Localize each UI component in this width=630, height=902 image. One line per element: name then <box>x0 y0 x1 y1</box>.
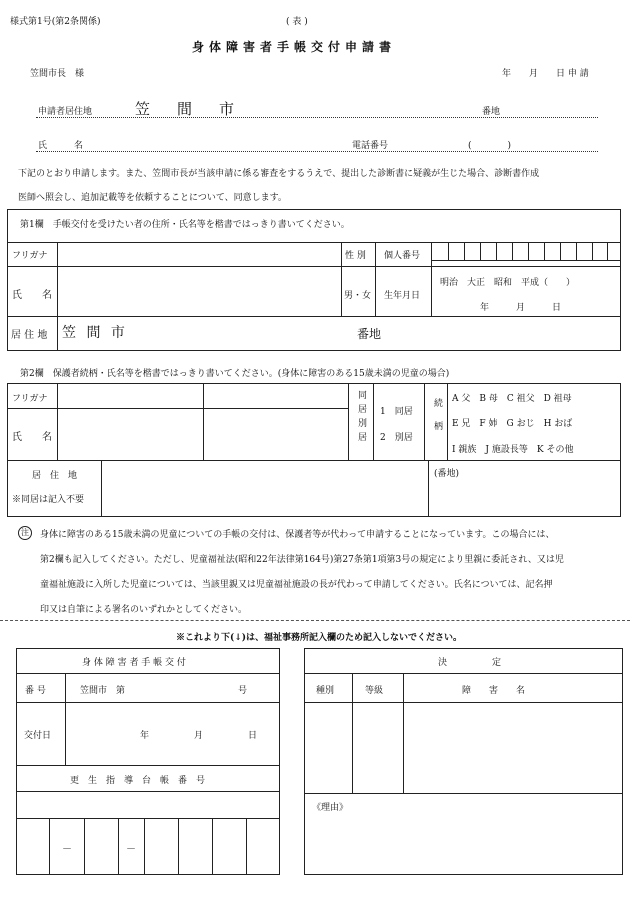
relationship-options-row2[interactable]: E 兄 F 姉 G おじ H おば <box>452 419 573 429</box>
front-side-label: ( 表 ) <box>286 17 308 27</box>
option-separate[interactable]: 2 別居 <box>380 433 413 443</box>
ledger-dash-2: － <box>126 844 136 855</box>
note-mark: 注 <box>18 526 32 540</box>
reason-label: 《理由》 <box>312 803 349 813</box>
issue-date-label: 交付日 <box>24 731 52 741</box>
relationship-label: 続柄 <box>432 398 442 444</box>
option-cohabit[interactable]: 1 同居 <box>380 407 413 417</box>
addressee: 笠間市長 様 <box>30 69 85 79</box>
birthdate-label: 生年月日 <box>384 291 421 301</box>
disability-name-label: 障 害 名 <box>462 686 526 696</box>
relationship-options-row3[interactable]: I 親族 J 施設長等 K その他 <box>452 445 574 455</box>
cut-line <box>0 620 630 621</box>
sex-value[interactable]: 男・女 <box>344 291 372 301</box>
section2-title: 第2欄 保護者続柄・氏名等を楷書ではっきり書いてください。(身体に障害のある15歳未満の児童の場合) <box>20 369 450 379</box>
address-underline <box>36 117 598 118</box>
phone-field[interactable]: ( ) <box>468 141 512 151</box>
city-number-prefix: 笠間市 第 <box>80 686 126 696</box>
phone-label: 電話番号 <box>352 141 389 151</box>
form-number: 様式第1号(第2条関係) <box>10 17 101 27</box>
section1-name-label: 氏 名 <box>12 290 52 301</box>
consent-line-2: 医師へ照会し、追加記載等を依頼することについて、同意します。 <box>18 193 287 203</box>
applicant-name-label: 氏 名 <box>38 141 84 151</box>
category-label: 種別 <box>316 686 335 696</box>
individual-number-label: 個人番号 <box>384 251 421 261</box>
issue-date-ymd[interactable]: 年 月 日 <box>140 731 258 741</box>
relationship-options-row1[interactable]: A 父 B 母 C 祖父 D 祖母 <box>452 394 572 404</box>
form-title: 身体障害者手帳交付申請書 <box>192 40 397 54</box>
grade-label: 等級 <box>365 686 384 696</box>
decision-title: 決 定 <box>438 658 502 668</box>
consent-line-1: 下記のとおり申請します。また、笠間市長が当該申請に係る審査をするうえで、提出した診断書に疑義が生じた場合、診断書作成 <box>18 169 540 179</box>
section1-banchi: 番地 <box>357 327 382 341</box>
section1-title: 第1欄 手帳交付を受けたい者の住所・氏名等を楷書ではっきり書いてください。 <box>20 220 350 230</box>
note-line-1: 身体に障害のある15歳未満の児童についての手帳の交付は、保護者等が代わって申請することになっています。この場合には、 <box>40 530 555 540</box>
office-use-note: ※これより下(↓)は、福祉事務所記入欄のため記入しないでください。 <box>176 633 463 643</box>
section2-address-note: ※同居は記入不要 <box>12 495 85 505</box>
section1-furigana-label: フリガナ <box>12 251 48 261</box>
note-line-4: 印又は自筆による署名のいずれかとしてください。 <box>40 605 248 615</box>
ledger-dash-1: － <box>62 844 72 855</box>
cohabitation-label: 同居別居 <box>356 390 366 446</box>
section2-furigana-label: フリガナ <box>12 394 48 404</box>
applicant-address-banchi: 番地 <box>482 107 501 117</box>
applicant-address-value[interactable]: 笠 間 市 <box>135 100 241 118</box>
note-line-2: 第2欄も記入してください。ただし、児童福祉法(昭和22年法律第164号)第27条第1項第3号の規定により里親に委託され、又は児 <box>40 555 564 565</box>
section1-address-value[interactable]: 笠 間 市 <box>62 325 128 341</box>
note-line-3: 童福祉施設に入所した児童については、当該里親又は児童福祉施設の長が代わって申請してください。氏名については、記名押 <box>40 580 553 590</box>
era-options[interactable]: 明治 大正 昭和 平成（ ） <box>440 278 576 288</box>
section2-name-label: 氏 名 <box>12 432 52 443</box>
number-suffix: 号 <box>238 686 248 696</box>
section2-banchi: (番地) <box>434 469 460 479</box>
applicant-address-label: 申請者居住地 <box>38 107 93 117</box>
birthdate-ymd[interactable]: 年 月 日 <box>480 303 562 313</box>
rehab-ledger-number-label: 更 生 指 導 台 帳 番 号 <box>70 776 206 786</box>
application-date[interactable]: 年 月 日 申 請 <box>502 69 589 79</box>
name-underline <box>36 151 598 152</box>
section2-address-label: 居 住 地 <box>32 471 78 481</box>
issuance-title: 身 体 障 害 者 手 帳 交 付 <box>82 658 186 668</box>
sex-label: 性 別 <box>345 251 366 261</box>
number-label: 番 号 <box>25 686 46 696</box>
section1-address-label: 居 住 地 <box>11 330 48 341</box>
